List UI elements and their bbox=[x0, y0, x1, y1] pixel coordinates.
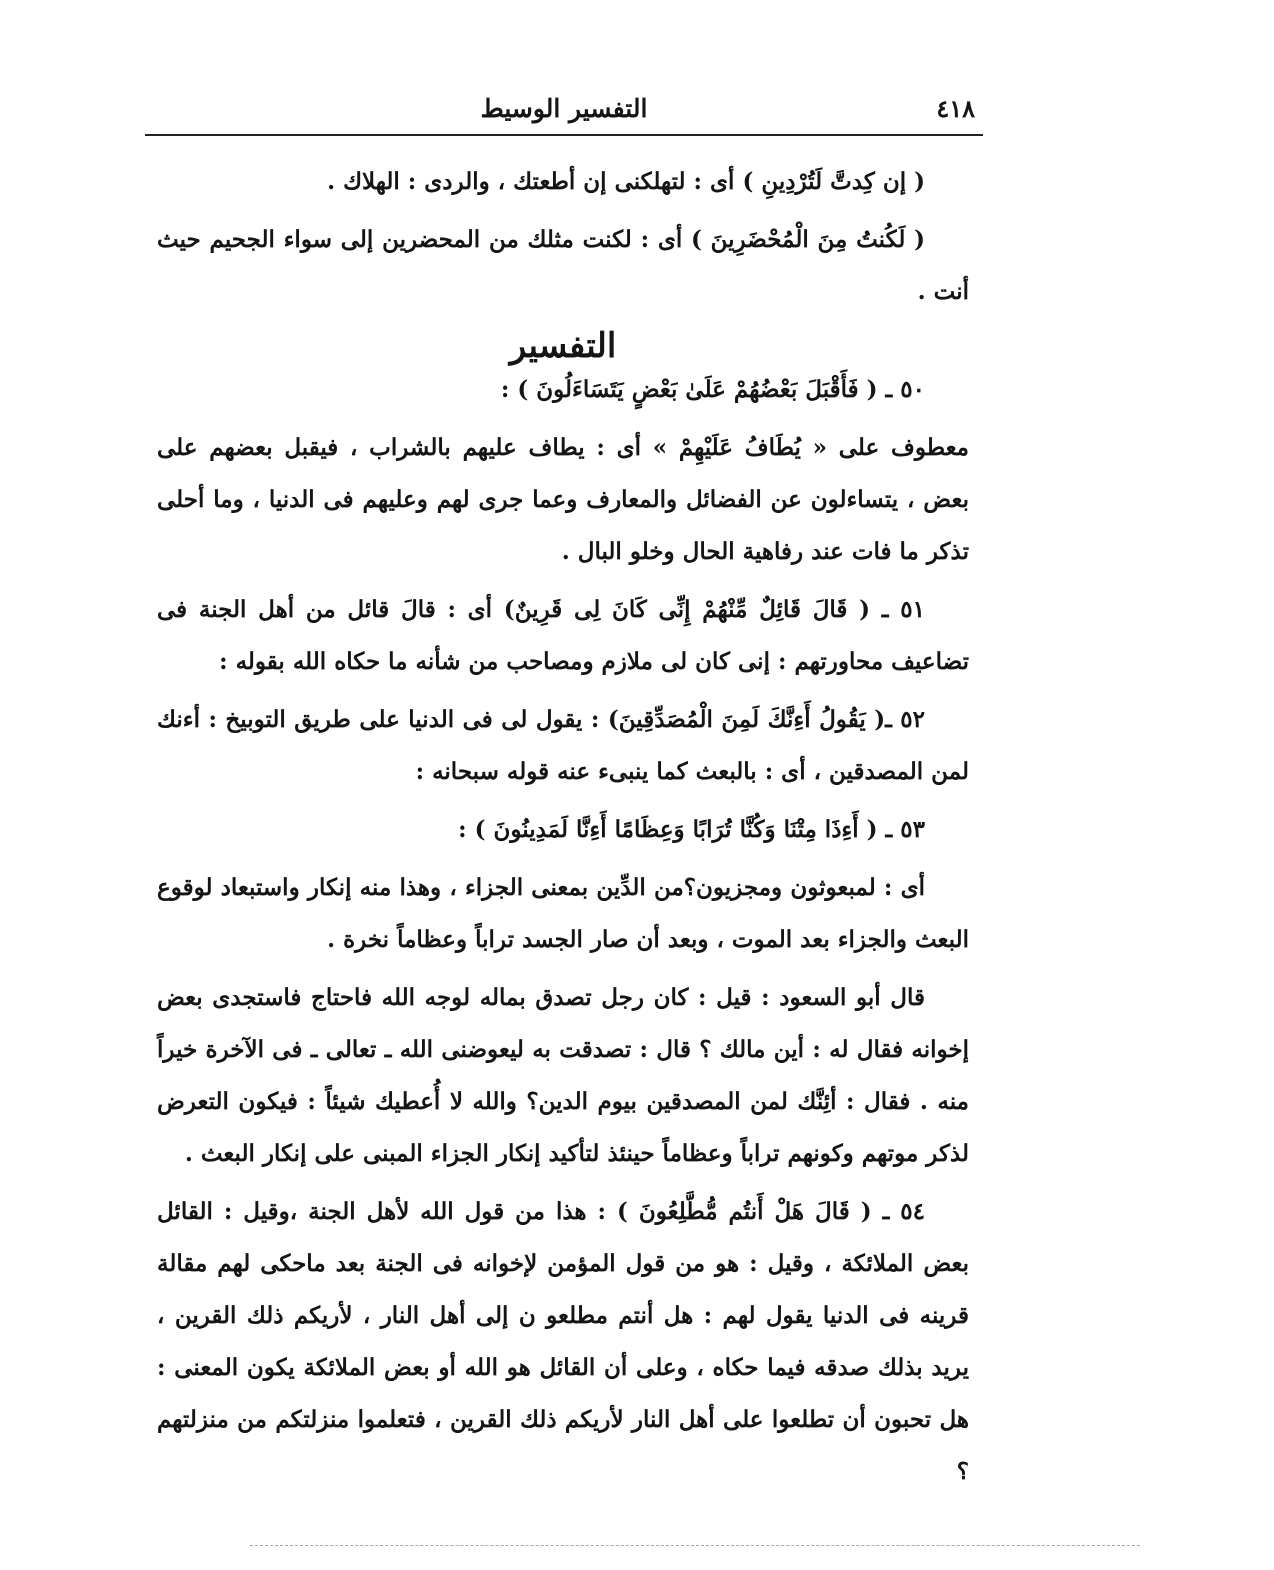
page-header bbox=[145, 88, 983, 136]
page-content bbox=[145, 136, 983, 1498]
paragraph-vocab-2: ( لَكُنتُ مِنَ الْمُحْضَرِينَ ) أى : لكنت مثلك من المحضرين إلى سواء الجحيم حيث أنت . bbox=[157, 226, 969, 305]
paragraph-53-commentary: أى : لمبعوثون ومجزيون؟من الدِّين بمعنى الجزاء ، وهذا منه إنكار واستبعاد لوقوع البعث والجزاء بعد الموت ، وبعد أن صار الجسد تراباً وعظاماً نخرة . bbox=[157, 874, 969, 953]
verse-54: ٥٤ ـ ( قَالَ هَلْ أَنتُم مُّطَّلِعُونَ ) : هذا من قول الله لأهل الجنة ،وقيل : القائل بعض الملائكة ، وقيل : هو من قول المؤمن لإخوانه فى الجنة بعد ماحكى لهم مقالة قرينه فى الدنيا يقول لهم : هل أنتم مطلعو ن إلى أهل النار ، لأريكم ذلك القرين ، يريد بذلك صدقه فيما حكاه ، وعلى أن القائل هو الله أو بعض الملائكة يكون المعنى : هل تحبون أن تطلعوا على أهل النار لأريكم ذلك القرين ، فتعلموا منزلتكم من منزلتهم ؟ bbox=[157, 1198, 969, 1485]
paragraph-50-commentary: معطوف على « يُطَافُ عَلَيْهِمْ » أى : يطاف عليهم بالشراب ، فيقبل بعضهم على بعض ، يتساءلون عن الفضائل والمعارف وعما جرى لهم وعليهم فى الدنيا ، وما أحلى تذكر ما فات عند رفاهية الحال وخلو البال . bbox=[157, 434, 969, 565]
document-page bbox=[145, 88, 983, 1504]
book-title: التفسير الوسيط bbox=[480, 94, 648, 123]
paragraph-abu-alsuud: قال أبو السعود : قيل : كان رجل تصدق بماله لوجه الله فاحتاج فاستجدى بعض إخوانه فقال له : أين مالك ؟ قال : تصدقت به ليعوضنى الله ـ تعالى ـ فى الآخرة خيراً منه . فقال : أئِنَّك لمن المصدقين بيوم الدين؟ والله لا أُعطيك شيئاً : فيكون التعرض لذكر موتهم وكونهم تراباً وعظاماً حينئذ لتأكيد إنكار الجزاء المبنى على إنكار البعث . bbox=[157, 984, 970, 1167]
verse-53: ٥٣ ـ ( أَءِذَا مِتْنَا وَكُنَّا تُرَابًا وَعِظَامًا أَءِنَّا لَمَدِينُونَ ) : bbox=[458, 816, 925, 843]
section-title: التفسير bbox=[509, 326, 617, 366]
verse-51: ٥١ ـ ( قَالَ قَائِلٌ مِّنْهُمْ إِنِّى كَانَ لِى قَرِينٌ) أى : قالَ قائل من أهل الجنة فى تضاعيف محاورتهم : إنى كان لى ملازم ومصاحب من شأنه ما حكاه الله بقوله : bbox=[157, 596, 969, 675]
verse-50: ٥٠ ـ ( فَأَقْبَلَ بَعْضُهُمْ عَلَىٰ بَعْضٍ يَتَسَاءَلُونَ ) : bbox=[500, 376, 925, 403]
page-number: ٤١٨ bbox=[936, 94, 975, 123]
paragraph-vocab-1: ( إن كِدتَّ لَتُرْدِينِ ) أى : لتهلكنى إن أطعتك ، والردى : الهلاك . bbox=[327, 168, 925, 195]
verse-52: ٥٢ ـ( يَقُولُ أَءِنَّكَ لَمِنَ الْمُصَدِّقِينَ) : يقول لى فى الدنيا على طريق التوبيخ : أءنك لمن المصدقين ، أى : بالبعث كما ينبىء عنه قوله سبحانه : bbox=[157, 706, 969, 785]
footer-rule bbox=[250, 1545, 1140, 1546]
